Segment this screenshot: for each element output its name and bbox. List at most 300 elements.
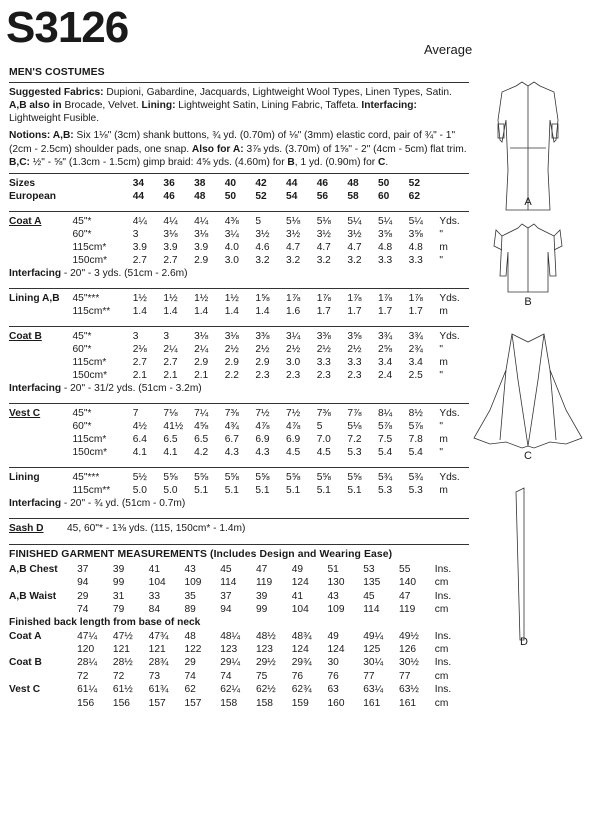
view-label: Lining A,B: [9, 292, 60, 304]
yardage-value: 1½: [163, 292, 178, 304]
measurement-value: 94: [220, 603, 232, 615]
european-size-value: 54: [286, 190, 298, 202]
yardage-value: 2½: [347, 344, 362, 356]
unit-label: m: [439, 241, 448, 253]
yardage-value: 1.4: [255, 305, 270, 317]
measurement-value: 49½: [399, 630, 419, 642]
measurement-value: 33: [148, 590, 161, 602]
yardage-table: [9, 330, 469, 382]
view-label: [9, 305, 73, 318]
yardage-value: 3½: [255, 228, 270, 240]
yardage-value: 1.4: [194, 305, 209, 317]
yardage-value: 1.7: [378, 305, 393, 317]
measurement-value: 76: [291, 670, 304, 682]
measurement-value: 125: [363, 644, 381, 656]
view-d-label: D: [520, 636, 528, 648]
yardage-value: 2.9: [194, 254, 209, 266]
measurement-value: 29: [77, 590, 89, 602]
yardage-value: 5⅝: [224, 472, 239, 484]
measurement-label: [9, 670, 77, 683]
suggested-fabrics: [9, 86, 469, 125]
yardage-value: 3.4: [378, 357, 393, 369]
measurement-value: 30¼: [363, 657, 384, 669]
fabric-width: 150cm*: [72, 447, 108, 459]
yardage-value: 3⅝: [347, 330, 362, 342]
unit-label: ": [439, 344, 443, 356]
measurement-value: 43: [327, 590, 339, 602]
unit-label: ": [439, 421, 443, 433]
fabric-width: 150cm*: [72, 370, 108, 382]
measurement-value: 48¾: [291, 630, 312, 642]
measurement-value: 72: [112, 670, 125, 682]
measurement-value: 126: [399, 644, 417, 656]
measurement-value: 28¾: [148, 657, 169, 669]
yardage-value: 5⅛: [316, 215, 331, 227]
measurement-label: [9, 603, 77, 616]
yardage-value: 2.1: [194, 370, 209, 382]
interfacing-label: Interfacing: [9, 383, 62, 395]
yardage-row: [9, 446, 469, 459]
interfacing-text: Lightweight Fusible.: [9, 113, 100, 125]
measurement-value: 49: [327, 630, 339, 642]
measurement-value: 47: [255, 563, 268, 575]
yardage-value: 4.8: [378, 241, 393, 253]
yardage-value: 1½: [194, 292, 209, 304]
yardage-value: 4.1: [132, 447, 147, 459]
fabric-width: 115cm**: [72, 485, 111, 497]
measurement-value: 45: [220, 563, 232, 575]
european-label: European: [9, 190, 56, 202]
unit-label: cm: [434, 697, 449, 709]
measurement-label: [9, 697, 77, 710]
yardage-value: 7⅜: [316, 408, 331, 420]
yardage-value: 7¼: [194, 408, 209, 420]
yardage-value: 7: [132, 408, 139, 420]
measurement-value: 94: [77, 577, 89, 589]
suggested-fabrics-text: Dupioni, Gabardine, Jacquards, Lightweight Wool Types, Linen Types, Satin.: [103, 87, 452, 99]
view-label: [9, 241, 73, 254]
measurement-value: 140: [399, 577, 417, 589]
yardage-value: 5.1: [316, 485, 331, 497]
yardage-value: 5⅝: [255, 472, 270, 484]
yardage-value: 2.3: [316, 370, 331, 382]
size-value: 44: [286, 177, 298, 189]
view-label: [9, 228, 73, 241]
measurement-value: 48: [184, 630, 196, 642]
yardage-row: [9, 484, 469, 497]
measurement-value: 123: [255, 644, 273, 656]
yardage-value: 4¾: [224, 421, 239, 433]
measurement-value: 104: [291, 603, 309, 615]
measurement-value: 43: [184, 563, 196, 575]
measurement-value: 161: [363, 697, 381, 709]
yardage-value: 2¼: [163, 344, 178, 356]
size-value: 40: [224, 177, 237, 189]
measurement-value: 123: [220, 644, 238, 656]
sizes-row: [9, 177, 469, 190]
measurement-value: 158: [255, 697, 273, 709]
yardage-value: 2½: [224, 344, 239, 356]
yardage-row: [9, 305, 469, 318]
yardage-value: 1⅞: [408, 292, 423, 304]
yardage-value: 2½: [286, 344, 301, 356]
yardage-value: 5⅛: [347, 421, 362, 433]
yardage-value: 3.9: [132, 241, 147, 253]
measurement-value: 104: [148, 577, 166, 589]
measurement-row: [9, 590, 469, 603]
unit-label: Ins.: [434, 563, 452, 575]
measurement-value: 159: [291, 697, 309, 709]
yardage-value: 5⅝: [286, 472, 301, 484]
unit-label: Yds.: [439, 472, 460, 484]
view-label: [9, 369, 73, 382]
measurement-value: 29¼: [220, 657, 241, 669]
fabric-width: 45"*: [72, 330, 92, 342]
yardage-value: 5⅝: [163, 472, 178, 484]
back-length-table: [9, 630, 469, 710]
yardage-value: 5.0: [163, 485, 178, 497]
measurement-value: 45: [363, 590, 375, 602]
fabric-width: 60"*: [72, 344, 92, 356]
measurement-value: 99: [112, 577, 125, 589]
yardage-value: 3⅛: [163, 228, 178, 240]
yardage-value: 1.4: [132, 305, 147, 317]
fabric-width: 45"*: [72, 408, 92, 420]
yardage-value: 4¼: [194, 215, 209, 227]
unit-label: cm: [434, 670, 449, 682]
measurement-value: 157: [148, 697, 166, 709]
measurement-value: 160: [327, 697, 345, 709]
yardage-value: 3.2: [255, 254, 270, 266]
measurement-value: 99: [255, 603, 268, 615]
measurement-value: 28½: [112, 657, 133, 669]
fabric-width: 45"***: [72, 292, 100, 304]
divider: [9, 518, 469, 519]
divider: [9, 288, 469, 289]
fabric-width: 60"*: [72, 228, 92, 240]
yardage-row: [9, 420, 469, 433]
divider: [9, 467, 469, 468]
sash-text: 45, 60"* - 1⅜ yds. (115, 150cm* - 1.4m): [67, 523, 246, 535]
yardage-value: 3⅛: [194, 228, 209, 240]
view-d-sash-drawing: [516, 488, 524, 640]
measurement-value: 61¼: [77, 684, 97, 696]
measurement-label: Vest C: [9, 684, 41, 696]
view-label: [9, 343, 73, 356]
divider: [9, 173, 469, 174]
measurement-value: 29½: [255, 657, 276, 669]
yardage-value: 3: [163, 330, 170, 342]
yardage-value: 3¾: [408, 330, 423, 342]
view-label: Lining: [9, 472, 40, 484]
unit-label: Ins.: [434, 684, 452, 696]
european-size-value: 62: [408, 190, 420, 202]
yardage-value: 4.5: [316, 447, 331, 459]
measurement-value: 72: [77, 670, 89, 682]
measurement-value: 122: [184, 644, 202, 656]
yardage-value: 5.3: [347, 447, 362, 459]
yardage-value: 5½: [132, 472, 147, 484]
yardage-value: 2.1: [163, 370, 178, 382]
measurement-value: 77: [399, 670, 411, 682]
yardage-value: 4½: [132, 421, 147, 433]
yardage-value: 1.4: [224, 305, 239, 317]
measurement-value: 75: [255, 670, 268, 682]
measurement-value: 109: [184, 577, 202, 589]
yardage-row: [9, 471, 469, 484]
yardage-value: 5⅝: [347, 472, 362, 484]
yardage-value: 5⅞: [378, 421, 393, 433]
interfacing-text: - 20" - 3 yds. (51cm - 2.6m): [61, 267, 188, 279]
measurement-row: [9, 576, 469, 589]
european-size-value: 44: [132, 190, 145, 202]
measurement-value: 28¼: [77, 657, 97, 669]
yardage-value: 5.1: [224, 485, 239, 497]
yardage-value: 3½: [316, 228, 331, 240]
yardage-value: 1⅞: [286, 292, 301, 304]
yardage-value: 5¼: [347, 215, 362, 227]
unit-label: cm: [434, 644, 449, 656]
measurement-value: 119: [255, 577, 273, 589]
measurement-value: 53: [363, 563, 375, 575]
yardage-value: 2¾: [408, 344, 423, 356]
yardage-value: 7½: [255, 408, 270, 420]
view-c-vest-drawing: [474, 334, 582, 448]
measurement-row: [9, 656, 469, 669]
interfacing-label: Interfacing:: [361, 100, 417, 112]
yardage-value: 2.2: [224, 370, 239, 382]
yardage-value: 4.1: [163, 447, 178, 459]
view-label: [9, 446, 73, 459]
yardage-row: [9, 215, 469, 228]
measurement-value: 74: [77, 603, 89, 615]
yardage-value: 3¼: [224, 228, 239, 240]
yardage-row: [9, 356, 469, 369]
notions-text-5: .: [385, 156, 389, 168]
yardage-value: 1⅞: [347, 292, 362, 304]
measurement-value: 114: [363, 603, 380, 615]
garment-views: [470, 80, 605, 740]
interfacing-note: [9, 382, 469, 395]
yardage-value: 4.0: [224, 241, 239, 253]
yardage-value: 4.7: [286, 241, 301, 253]
yardage-value: 2.4: [378, 370, 393, 382]
yardage-value: 3⅝: [378, 228, 393, 240]
european-size-value: 50: [224, 190, 237, 202]
measurement-label: [9, 643, 77, 656]
view-label: [9, 254, 73, 267]
measurement-value: 73: [148, 670, 161, 682]
measurement-value: 119: [399, 603, 416, 615]
fabric-width: 115cm*: [72, 241, 107, 253]
divider: [9, 211, 469, 212]
yardage-value: 4.2: [194, 447, 209, 459]
view-b-ref: B: [287, 156, 295, 168]
measurement-value: 49: [291, 563, 304, 575]
garment-views-drawing: [470, 80, 605, 740]
notions-text-4: , 1 yd. (0.90m) for: [294, 156, 379, 168]
yardage-value: 2.3: [347, 370, 362, 382]
bc-label: B,C:: [9, 156, 30, 168]
measurement-value: 41: [291, 590, 304, 602]
measurement-row: [9, 683, 469, 696]
notions-text-1: Six 1⅛" (3cm) shank buttons, ¾ yd. (0.70m) of ⅛" (3mm) elastic cord, pair of ¾" - 1" (2cm - 2.5cm) shoulder pads, one snap.: [9, 130, 456, 155]
yardage-value: 2⅛: [132, 344, 147, 356]
interfacing-text: - 20" - 31/2 yds. (51cm - 3.2m): [61, 383, 202, 395]
measurement-value: 39: [255, 590, 268, 602]
yardage-value: 1½: [132, 292, 147, 304]
view-label: [9, 433, 73, 446]
measurement-value: 158: [220, 697, 238, 709]
unit-label: ": [439, 254, 443, 266]
yardage-value: 2½: [255, 344, 270, 356]
view-label: Coat B: [9, 330, 42, 342]
unit-label: ": [439, 370, 443, 382]
notions-text-3: ½" - ⅝" (1.3cm - 1.5cm) gimp braid: 4⅝ yds. (4.60m) for: [29, 156, 288, 168]
yardage-row: [9, 292, 469, 305]
measurement-label: A,B Chest: [9, 563, 58, 575]
unit-label: Ins.: [434, 590, 452, 602]
measurement-value: 37: [77, 563, 89, 575]
view-label: [9, 356, 73, 369]
unit-label: Yds.: [439, 330, 460, 342]
yardage-value: 3.3: [408, 254, 423, 266]
yardage-value: 5: [255, 215, 262, 227]
yardage-value: 1⅞: [316, 292, 331, 304]
european-size-value: 60: [378, 190, 390, 202]
measurement-value: 62½: [255, 684, 276, 696]
measurement-row: [9, 670, 469, 683]
yardage-value: 3: [132, 330, 139, 342]
measurement-value: 62: [184, 684, 196, 696]
interfacing-note: [9, 497, 469, 510]
measurement-value: 161: [399, 697, 417, 709]
yardage-value: 5.1: [194, 485, 209, 497]
lining-label: Lining:: [141, 100, 176, 112]
size-value: 36: [163, 177, 175, 189]
yardage-value: 7⅛: [163, 408, 178, 420]
european-size-value: 58: [347, 190, 359, 202]
unit-label: m: [439, 485, 448, 497]
measurement-value: 157: [184, 697, 202, 709]
measurement-row: [9, 630, 469, 643]
measurement-value: 29¾: [291, 657, 312, 669]
yardage-value: 1⅝: [255, 292, 270, 304]
measurement-value: 30½: [399, 657, 419, 669]
measurement-value: 37: [220, 590, 232, 602]
view-b-coat-drawing: [494, 224, 562, 292]
unit-label: ": [439, 447, 443, 459]
measurement-value: 41: [148, 563, 161, 575]
size-value: 48: [347, 177, 359, 189]
yardage-value: 41½: [163, 421, 184, 433]
measurement-value: 156: [112, 697, 130, 709]
measurement-row: [9, 697, 469, 710]
measurement-value: 63¼: [363, 684, 384, 696]
yardage-table: [9, 292, 469, 318]
yardage-value: 5¼: [378, 215, 393, 227]
yardage-value: 4.3: [255, 447, 270, 459]
measurement-value: 84: [148, 603, 161, 615]
yardage-value: 2.9: [194, 357, 209, 369]
divider: [9, 82, 469, 83]
unit-label: Ins.: [434, 657, 452, 669]
measurement-row: [9, 603, 469, 616]
yardage-value: 7.0: [316, 434, 331, 446]
measurement-value: 77: [363, 670, 375, 682]
back-length-title: Finished back length from base of neck: [9, 617, 201, 629]
yardage-value: 3.3: [378, 254, 393, 266]
yardage-value: 2.1: [132, 370, 147, 382]
notions-label: Notions: A,B:: [9, 130, 74, 142]
yardage-value: 2.3: [255, 370, 270, 382]
size-value: 52: [408, 177, 420, 189]
yardage-value: 4.8: [408, 241, 423, 253]
yardage-row: [9, 228, 469, 241]
yardage-value: 4¼: [132, 215, 147, 227]
measurement-row: [9, 643, 469, 656]
interfacing-label: Interfacing: [9, 267, 62, 279]
yardage-value: 2.5: [408, 370, 423, 382]
yardage-value: 3.4: [408, 357, 423, 369]
yardage-value: 6.5: [194, 434, 209, 446]
yardage-value: 3.2: [286, 254, 301, 266]
yardage-row: [9, 330, 469, 343]
size-value: 38: [194, 177, 206, 189]
yardage-value: 5⅝: [194, 472, 209, 484]
divider: [9, 403, 469, 404]
yardage-value: 2.7: [163, 357, 178, 369]
section-title: MEN'S COSTUMES: [9, 67, 105, 78]
yardage-value: 2.9: [255, 357, 270, 369]
yardage-value: 4.5: [286, 447, 301, 459]
measurement-value: 29: [184, 657, 196, 669]
measurement-value: 39: [112, 563, 125, 575]
yardage-value: 5⅞: [408, 421, 423, 433]
measurement-value: 55: [399, 563, 411, 575]
yardage-value: 5⅝: [316, 472, 331, 484]
measurement-value: 76: [327, 670, 339, 682]
yardage-value: 5.1: [255, 485, 270, 497]
measurement-value: 63: [327, 684, 339, 696]
yardage-value: 7.5: [378, 434, 393, 446]
unit-label: ": [439, 228, 443, 240]
yardage-value: 2.7: [163, 254, 178, 266]
yardage-value: 6.9: [286, 434, 301, 446]
sizes-table: [9, 177, 469, 203]
also-in-text: Brocade, Velvet.: [61, 100, 142, 112]
fabric-width: 60"*: [72, 421, 92, 433]
yardage-sections: [9, 211, 469, 511]
measurement-value: 130: [327, 577, 345, 589]
measurement-value: 49¼: [363, 630, 384, 642]
yardage-value: 2¼: [194, 344, 209, 356]
measurement-value: 89: [184, 603, 196, 615]
european-size-value: 56: [316, 190, 329, 202]
yardage-value: 5.3: [408, 485, 423, 497]
pattern-number: S3126: [6, 3, 129, 52]
also-in-label: A,B also in: [9, 100, 62, 112]
measurement-value: 51: [327, 563, 339, 575]
size-value: 46: [316, 177, 329, 189]
suggested-fabrics-label: Suggested Fabrics:: [9, 87, 104, 99]
lining-text: Lightweight Satin, Lining Fabric, Taffeta.: [175, 100, 362, 112]
yardage-value: 3.9: [163, 241, 178, 253]
yardage-value: 3¼: [286, 330, 301, 342]
sash-label: Sash D: [9, 523, 44, 535]
yardage-table: [9, 407, 469, 459]
also-for-a-label: Also for A:: [191, 143, 244, 155]
